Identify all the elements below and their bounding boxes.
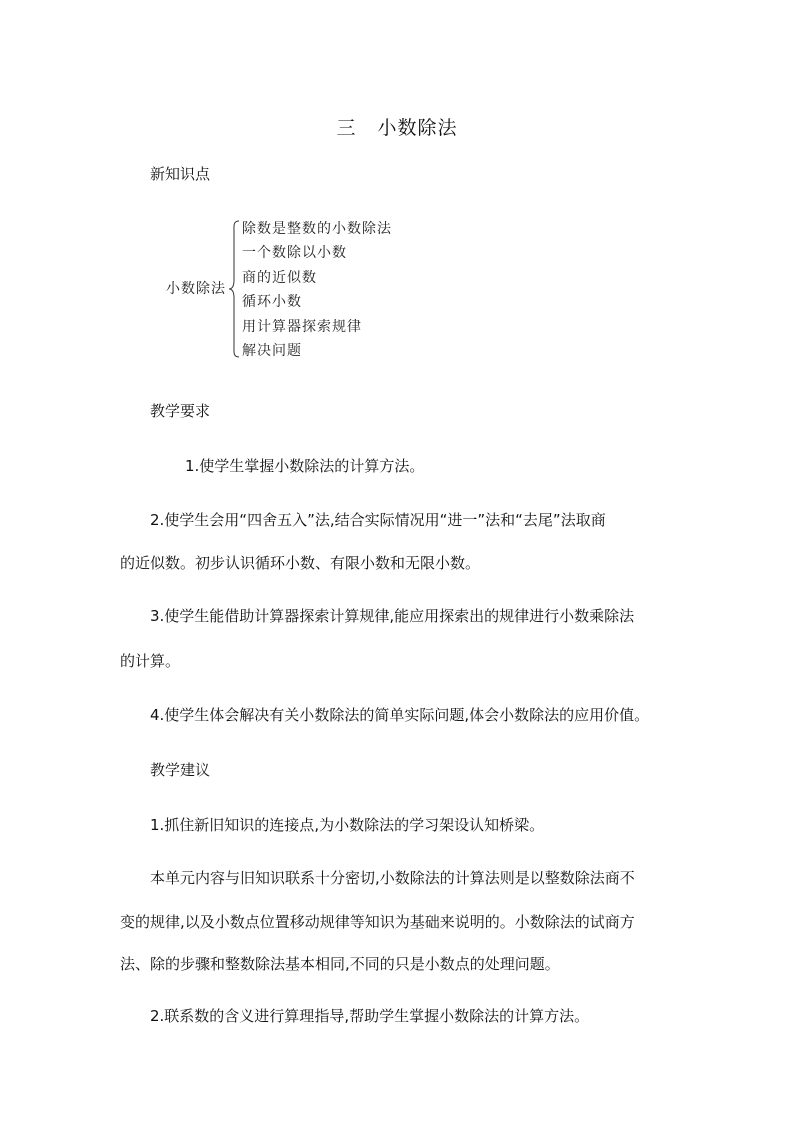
tree-item: 除数是整数的小数除法 — [242, 221, 392, 237]
requirement-item-4: 4.使学生体会解决有关小数除法的简单实际问题,体会小数除法的应用价值。 — [150, 706, 650, 724]
requirement-item-3-line-1: 3.使学生能借助计算器探索计算规律,能应用探索出的规律进行小数乘除法 — [150, 607, 635, 625]
tree-items — [242, 218, 392, 364]
left-brace-icon — [228, 220, 240, 358]
tree-item: 一个数除以小数 — [242, 245, 347, 262]
suggestion-paragraph-line-1: 本单元内容与旧知识联系十分密切,小数除法的计算法则是以整数除法商不 — [150, 869, 635, 887]
requirement-item-2-line-1: 2.使学生会用“四舍五入”法,结合实际情况用“进一”法和“去尾”法取商 — [150, 511, 606, 529]
section-heading-requirements: 教学要求 — [150, 402, 211, 420]
tree-item: 解决问题 — [242, 342, 302, 359]
suggestion-paragraph-line-3: 法、除的步骤和整数除法基本相同,不同的只是小数点的处理问题。 — [120, 955, 560, 973]
tree-item: 循环小数 — [242, 294, 302, 311]
requirement-item-1: 1.使学生掌握小数除法的计算方法。 — [185, 457, 425, 475]
suggestion-paragraph-line-2: 变的规律,以及小数点位置移动规律等知识为基础来说明的。小数除法的试商方 — [120, 913, 635, 931]
page-title: 三 小数除法 — [336, 117, 458, 139]
suggestion-item-2: 2.联系数的含义进行算理指导,帮助学生掌握小数除法的计算方法。 — [150, 1007, 590, 1025]
tree-root-label: 小数除法 — [166, 281, 226, 297]
requirement-item-3-line-2: 的计算。 — [120, 652, 181, 670]
section-heading-suggestions: 教学建议 — [150, 761, 211, 779]
requirement-item-2-line-2: 的近似数。初步认识循环小数、有限小数和无限小数。 — [120, 554, 481, 572]
suggestion-item-1: 1.抓住新旧知识的连接点,为小数除法的学习架设认知桥梁。 — [150, 816, 545, 834]
section-heading-new-points: 新知识点 — [150, 165, 211, 183]
tree-item: 商的近似数 — [242, 269, 317, 286]
tree-item: 用计算器探索规律 — [242, 318, 362, 335]
